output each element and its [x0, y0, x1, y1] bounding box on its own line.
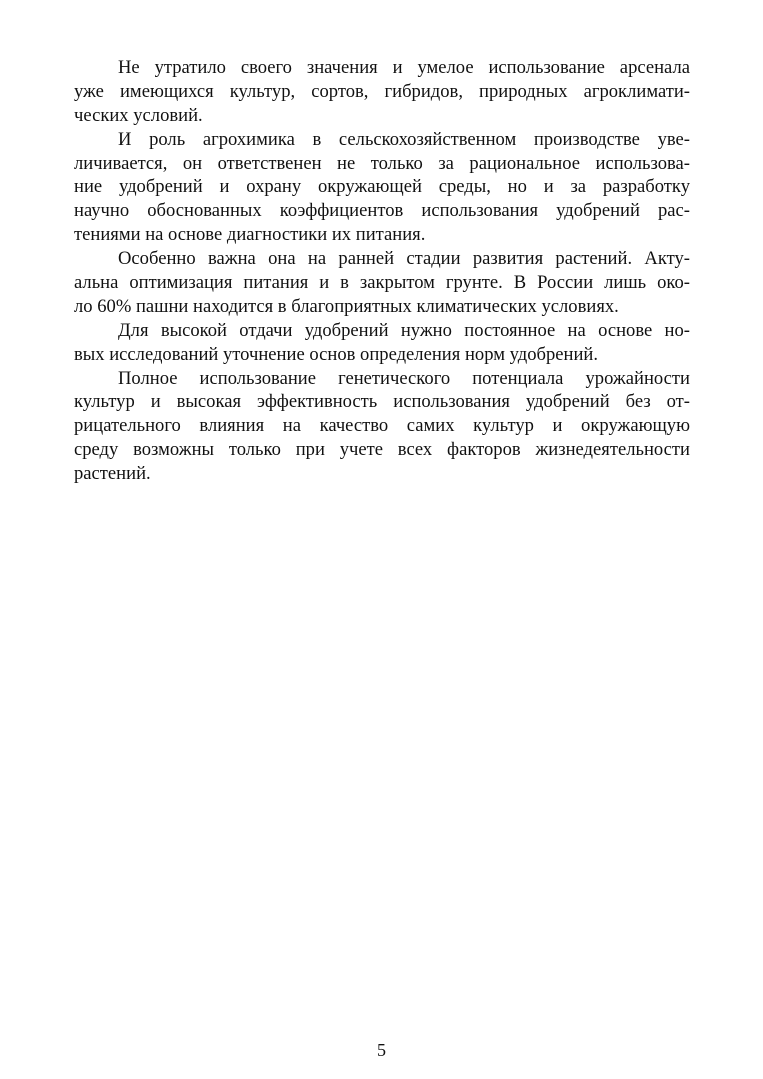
- paragraph-2-line-2: личивается, он ответственен не только за рациональное использова-: [74, 152, 690, 174]
- paragraph-2-line-4: научно обоснованных коэффициентов использования удобрений рас-: [74, 200, 690, 222]
- paragraph-4-line-2: вых исследований уточнение основ определения норм удобрений.: [74, 343, 599, 365]
- paragraph-5-line-3: рицательного влияния на качество самих культур и окружающую: [74, 415, 690, 437]
- body-text: [74, 56, 690, 486]
- paragraph-3-line-1: Особенно важна она на ранней стадии развития растений. Акту-: [118, 248, 690, 270]
- paragraph-1-line-2: уже имеющихся культур, сортов, гибридов, природных агроклимати-: [74, 80, 690, 102]
- paragraph-3-line-2: альна оптимизация питания и в закрытом грунте. В России лишь око-: [74, 272, 690, 294]
- paragraph-4-line-1: Для высокой отдачи удобрений нужно постоянное на основе но-: [118, 319, 690, 341]
- paragraph-5-line-5: растений.: [74, 463, 151, 485]
- paragraph-1-line-1: Не утратило своего значения и умелое использование арсенала: [118, 57, 690, 78]
- paragraph-3-line-3: ло 60% пашни находится в благоприятных климатических условиях.: [74, 295, 619, 317]
- paragraph-5-line-4: среду возможны только при учете всех факторов жизнедеятельности: [74, 439, 690, 461]
- paragraph-2-line-3: ние удобрений и охрану окружающей среды, но и за разработку: [74, 176, 690, 198]
- paragraph-5-line-1: Полное использование генетического потенциала урожайности: [118, 367, 690, 389]
- paragraph-5-line-2: культур и высокая эффективность использования удобрений без от-: [74, 391, 690, 413]
- page-number: 5: [377, 1040, 386, 1060]
- paragraph-2-line-5: тениями на основе диагностики их питания.: [74, 224, 426, 246]
- paragraph-2-line-1: И роль агрохимика в сельскохозяйственном производстве уве-: [118, 128, 690, 150]
- paragraph-1-line-3: ческих условий.: [74, 104, 203, 126]
